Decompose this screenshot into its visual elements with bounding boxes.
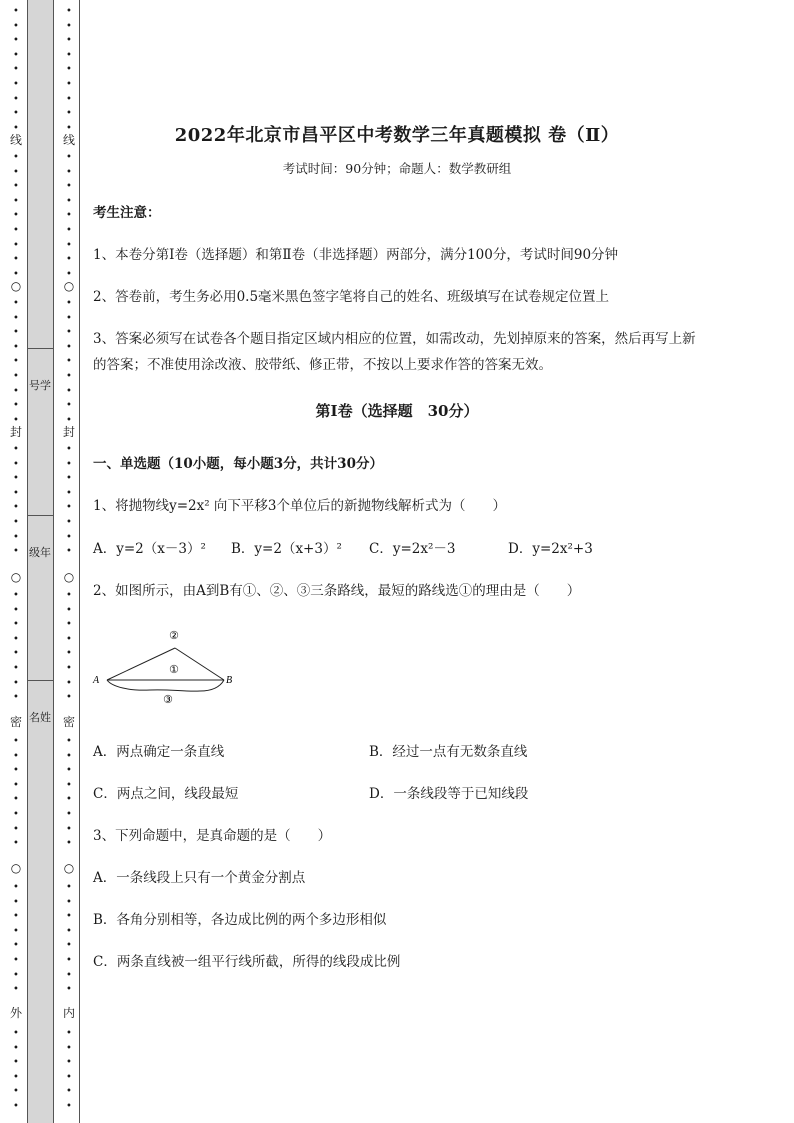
seal-mark: 密: [62, 715, 75, 729]
seal-mark: ○: [10, 279, 22, 293]
seal-dot: •: [13, 663, 19, 674]
seal-dot: •: [66, 122, 72, 134]
seal-dot: •: [66, 108, 72, 120]
point-b-label: B: [226, 675, 233, 686]
seal-dot: •: [66, 414, 72, 426]
seal-dot: •: [66, 663, 72, 674]
seal-dot: •: [66, 268, 72, 280]
seal-dot: •: [66, 925, 72, 937]
seal-dot: •: [13, 896, 19, 908]
seal-dot: •: [66, 79, 72, 90]
seal-dot: •: [13, 531, 19, 543]
seal-dot: •: [13, 458, 19, 470]
seal-dot: •: [66, 487, 72, 499]
route-2-left-segment: [107, 648, 175, 680]
seal-mark: 封: [9, 425, 22, 439]
seal-dot: •: [66, 166, 72, 178]
seal-dot: •: [66, 254, 72, 266]
seal-dot: •: [66, 794, 72, 806]
seal-dot: •: [66, 1086, 72, 1098]
question-1-stem: 1、将抛物线y=2x² 向下平移3个单位后的新抛物线解析式为（ ）: [93, 498, 507, 514]
seal-dot: •: [13, 312, 19, 324]
seal-dot: •: [13, 823, 19, 835]
seal-dot: •: [66, 35, 72, 47]
seal-dot: •: [13, 604, 19, 616]
seal-dot: •: [13, 1071, 19, 1083]
seal-dot: •: [13, 414, 19, 426]
question-2-option-b: B．经过一点有无数条直线: [369, 744, 528, 760]
seal-dot: •: [13, 93, 19, 105]
seal-dot: •: [66, 604, 72, 616]
seal-dot: •: [66, 809, 72, 820]
seal-dot: •: [13, 692, 19, 704]
point-a-label: A: [93, 675, 100, 686]
seal-dot: •: [13, 152, 19, 163]
field-label-grade: 级年: [29, 546, 51, 559]
seal-dot: •: [13, 239, 19, 251]
question-2-option-a: A．两点确定一条直线: [93, 744, 225, 760]
question-1-option-d: D．y=2x²+3: [508, 541, 593, 557]
seal-dot: •: [13, 371, 19, 382]
seal-dot: •: [13, 750, 19, 762]
seal-dot: •: [66, 896, 72, 908]
seal-dot: •: [13, 385, 19, 397]
seal-mark: ○: [63, 279, 75, 293]
route-1-label: ①: [169, 663, 179, 676]
seal-dot: •: [66, 341, 72, 353]
field-label-student-number: 号学: [29, 379, 51, 392]
seal-dot: •: [66, 838, 72, 850]
seal-dot: •: [66, 195, 72, 207]
seal-dot: •: [66, 225, 72, 236]
seal-dot: •: [13, 1086, 19, 1098]
seal-dot: •: [13, 122, 19, 134]
question-1-option-a: A．y=2（x－3）²: [93, 541, 206, 557]
route-2-label: ②: [169, 629, 179, 642]
seal-dot: •: [66, 648, 72, 660]
seal-dot: •: [13, 400, 19, 412]
seal-dot: •: [66, 633, 72, 645]
question-3-option-b: B．各角分别相等，各边成比例的两个多边形相似: [93, 912, 387, 928]
seal-mark: ○: [63, 570, 75, 584]
seal-dot: •: [66, 93, 72, 105]
question-3-option-a: A．一条线段上只有一个黄金分割点: [93, 870, 306, 886]
seal-dot: •: [66, 779, 72, 791]
seal-dot: •: [13, 765, 19, 777]
seal-dot: •: [13, 736, 19, 747]
seal-dot: •: [13, 940, 19, 952]
seal-dot: •: [66, 1071, 72, 1083]
seal-dot: •: [66, 312, 72, 324]
notice-item-continued: 的答案；不准使用涂改液、胶带纸、修正带，不按以上要求作答的答案无效。: [93, 357, 552, 373]
seal-dot: •: [13, 64, 19, 76]
notice-item: 1、本卷分第Ⅰ卷（选择题）和第Ⅱ卷（非选择题）两部分，满分100分，考试时间90分钟: [93, 247, 619, 263]
seal-dot: •: [13, 268, 19, 280]
seal-dot: •: [66, 152, 72, 163]
seal-dot: •: [13, 1101, 19, 1112]
seal-dot: •: [66, 181, 72, 193]
route-3-label: ③: [163, 693, 173, 706]
seal-dot: •: [66, 1042, 72, 1054]
seal-dot: •: [66, 911, 72, 923]
seal-dot: •: [66, 677, 72, 689]
notice-item: 2、答卷前，考生务必用0.5毫米黑色签字笔将自己的姓名、班级填写在试卷规定位置上: [93, 289, 610, 305]
seal-dot: •: [13, 195, 19, 207]
seal-dot: •: [66, 64, 72, 76]
section-heading: 一、单选题（10小题，每小题3分，共计30分）: [93, 456, 383, 472]
field-divider: [27, 348, 53, 349]
seal-dot: •: [13, 341, 19, 353]
seal-dot: •: [13, 473, 19, 485]
seal-dot: •: [66, 444, 72, 455]
seal-dot: •: [66, 765, 72, 777]
seal-mark: 线: [62, 133, 75, 147]
part-title: 第Ⅰ卷（选择题 30分）: [315, 402, 479, 420]
question-2-option-c: C．两点之间，线段最短: [93, 786, 239, 802]
seal-dot: •: [66, 736, 72, 747]
seal-dot: •: [66, 49, 72, 61]
seal-dot: •: [13, 882, 19, 893]
seal-dot: •: [13, 356, 19, 368]
notice-heading: 考生注意：: [93, 205, 161, 221]
seal-dot: •: [13, 955, 19, 966]
seal-dot: •: [66, 371, 72, 382]
seal-mark: ○: [63, 861, 75, 875]
seal-dot: •: [66, 502, 72, 514]
seal-dot: •: [13, 546, 19, 558]
seal-dot: •: [13, 1057, 19, 1069]
seal-dot: •: [13, 648, 19, 660]
seal-dot: •: [13, 444, 19, 455]
question-2-stem: 2、如图所示，由A到B有①、②、③三条路线，最短的路线选①的理由是（ ）: [93, 583, 581, 599]
seal-dot: •: [13, 487, 19, 499]
notice-item: 3、答案必须写在试卷各个题目指定区域内相应的位置，如需改动，先划掉原来的答案，然后再写上新: [93, 331, 696, 347]
question-1-option-b: B．y=2（x+3）²: [231, 541, 342, 557]
seal-dot: •: [13, 225, 19, 236]
seal-dot: •: [13, 108, 19, 120]
seal-dot: •: [66, 750, 72, 762]
seal-dot: •: [13, 502, 19, 514]
seal-dot: •: [66, 531, 72, 543]
seal-dot: •: [13, 6, 19, 17]
seal-dot: •: [66, 1028, 72, 1039]
field-divider: [27, 680, 53, 681]
seal-dot: •: [66, 692, 72, 704]
question-2-option-d: D．一条线段等于已知线段: [369, 786, 529, 802]
question-1-option-c: C．y=2x²－3: [369, 541, 456, 557]
page-subtitle: 考试时间：90分钟；命题人：数学教研组: [282, 161, 512, 176]
seal-dot: •: [66, 1101, 72, 1112]
question-3-option-c: C．两条直线被一组平行线所截，所得的线段成比例: [93, 954, 401, 970]
seal-mark: 外: [9, 1006, 22, 1020]
seal-dot: •: [66, 517, 72, 528]
question-3-stem: 3、下列命题中，是真命题的是（ ）: [93, 828, 332, 844]
route-2-right-segment: [175, 648, 224, 680]
seal-dot: •: [13, 794, 19, 806]
seal-dot: •: [13, 254, 19, 266]
seal-dot: •: [13, 35, 19, 47]
seal-dot: •: [66, 546, 72, 558]
seal-dot: •: [13, 298, 19, 309]
seal-dot: •: [66, 984, 72, 996]
seal-mark: 封: [62, 425, 75, 439]
seal-dot: •: [66, 6, 72, 17]
seal-dot: •: [13, 838, 19, 850]
seal-dot: •: [66, 1057, 72, 1069]
seal-mark: 线: [9, 133, 22, 147]
field-divider: [27, 515, 53, 516]
seal-dot: •: [13, 925, 19, 937]
seal-dot: •: [66, 619, 72, 631]
seal-mark: ○: [10, 570, 22, 584]
seal-dot: •: [66, 239, 72, 251]
seal-dot: •: [66, 210, 72, 222]
route-3-curve: [107, 680, 224, 691]
seal-dot: •: [66, 458, 72, 470]
seal-dot: •: [13, 166, 19, 178]
seal-dot: •: [13, 677, 19, 689]
seal-dot: •: [66, 385, 72, 397]
seal-dot: •: [13, 517, 19, 528]
seal-dot: •: [13, 590, 19, 601]
seal-dot: •: [13, 779, 19, 791]
seal-dot: •: [13, 969, 19, 981]
seal-dot: •: [66, 823, 72, 835]
seal-dot: •: [13, 809, 19, 820]
seal-dot: •: [66, 969, 72, 981]
seal-dot: •: [66, 20, 72, 32]
field-label-name: 名姓: [29, 711, 51, 724]
seal-dot: •: [13, 633, 19, 645]
seal-dot: •: [13, 984, 19, 996]
seal-dot: •: [13, 79, 19, 90]
page-title: 2022年北京市昌平区中考数学三年真题模拟 卷（Ⅱ）: [174, 125, 620, 146]
seal-dot: •: [13, 1042, 19, 1054]
seal-dot: •: [13, 210, 19, 222]
seal-mark: ○: [10, 861, 22, 875]
seal-dot: •: [66, 400, 72, 412]
seal-dot: •: [13, 619, 19, 631]
seal-dot: •: [13, 327, 19, 339]
seal-dot: •: [13, 911, 19, 923]
seal-dot: •: [66, 356, 72, 368]
seal-dot: •: [66, 327, 72, 339]
seal-dot: •: [66, 473, 72, 485]
seal-dot: •: [66, 590, 72, 601]
seal-mark: 密: [9, 715, 22, 729]
route-diagram: [90, 625, 240, 707]
seal-dot: •: [13, 49, 19, 61]
seal-mark: 内: [62, 1006, 75, 1020]
seal-dot: •: [66, 298, 72, 309]
seal-dot: •: [66, 955, 72, 966]
seal-dot: •: [13, 20, 19, 32]
seal-dot: •: [13, 181, 19, 193]
seal-dot: •: [13, 1028, 19, 1039]
seal-dot: •: [66, 882, 72, 893]
seal-dot: •: [66, 940, 72, 952]
